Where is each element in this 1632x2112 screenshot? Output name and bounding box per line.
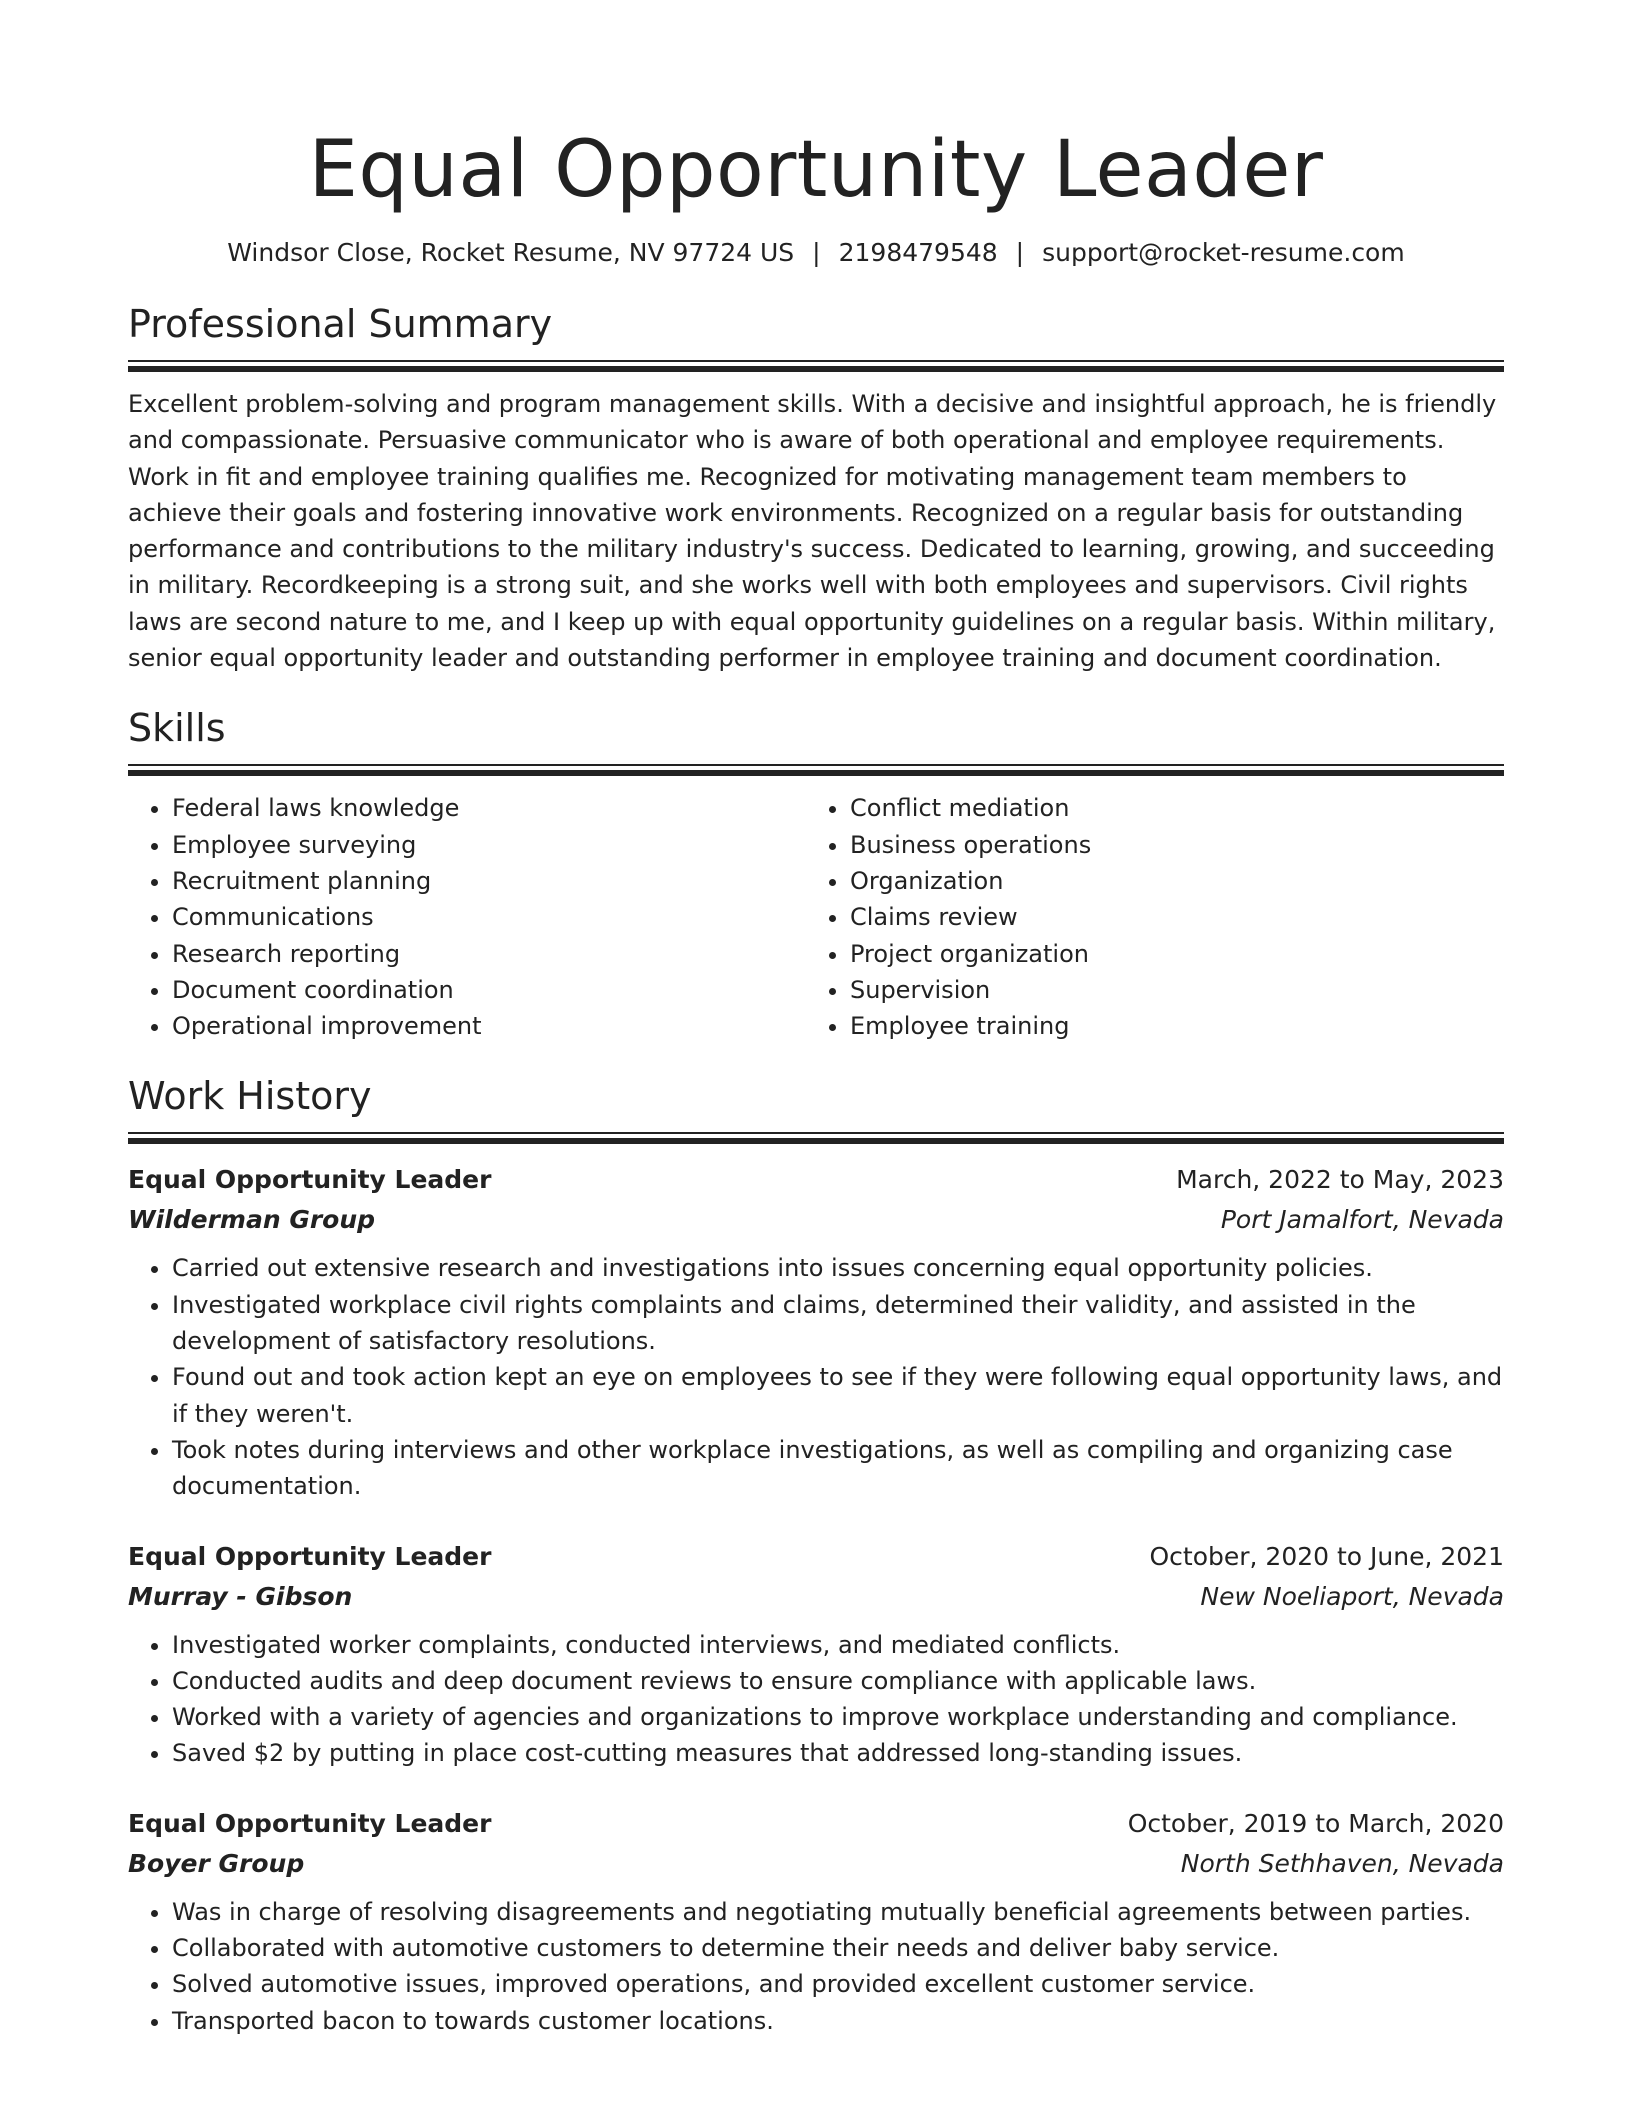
job-title: Equal Opportunity Leader — [128, 1541, 492, 1571]
skills-section — [128, 704, 1504, 1044]
skill-item: • Recruitment planning — [172, 863, 806, 899]
job-bullet: • Transported bacon to towards customer locations. — [172, 2003, 1504, 2039]
job-bullet: • Investigated worker complaints, conducted interviews, and mediated conflicts. — [172, 1627, 1504, 1663]
job-bullets — [128, 1894, 1504, 2039]
skills-list-right — [806, 790, 1484, 1044]
job-title: Equal Opportunity Leader — [128, 1808, 492, 1838]
job-bullet: • Saved $2 by putting in place cost-cutting measures that addressed long-standing issues. — [172, 1735, 1504, 1771]
skill-item: • Claims review — [850, 899, 1484, 935]
section-title-summary: Professional Summary — [128, 302, 553, 346]
skill-item: • Organization — [850, 863, 1484, 899]
job-company: Boyer Group — [128, 1848, 305, 1878]
job-dates: March, 2022 to May, 2023 — [1176, 1165, 1504, 1195]
skill-item: • Business operations — [850, 827, 1484, 863]
contact-separator: | — [812, 238, 821, 267]
section-title-skills: Skills — [128, 706, 226, 751]
job-subheader-row — [128, 1577, 1504, 1617]
job-dates: October, 2020 to June, 2021 — [1149, 1541, 1504, 1571]
skill-item: • Operational improvement — [172, 1008, 806, 1044]
section-divider — [128, 1132, 1504, 1144]
job-entry — [128, 1537, 1504, 1772]
skill-item: • Employee training — [850, 1008, 1484, 1044]
contact-separator: | — [1015, 238, 1025, 267]
job-bullet: • Collaborated with automotive customers to determine their needs and deliver baby service. — [172, 1930, 1504, 1966]
skill-item: • Communications — [172, 899, 806, 935]
job-bullets — [128, 1250, 1504, 1504]
job-entry — [128, 1804, 1504, 2039]
job-bullets — [128, 1627, 1504, 1772]
skills-column-right — [806, 790, 1484, 1044]
job-header-row — [128, 1537, 1504, 1577]
job-header-row — [128, 1804, 1504, 1844]
job-company: Wilderman Group — [128, 1205, 376, 1235]
skill-item: • Research reporting — [172, 936, 806, 972]
skill-item: • Supervision — [850, 972, 1484, 1008]
job-title: Equal Opportunity Leader — [128, 1165, 492, 1195]
job-bullet: • Was in charge of resolving disagreements and negotiating mutually beneficial agreements between parties. — [172, 1894, 1504, 1930]
job-entry — [128, 1160, 1504, 1504]
job-bullet: • Carried out extensive research and investigations into issues concerning equal opportunity policies. — [172, 1250, 1504, 1286]
contact-phone: 2198479548 — [838, 238, 998, 267]
job-bullet: • Investigated workplace civil rights complaints and claims, determined their validity, and assisted in the development of satisfactory resolutions. — [172, 1287, 1504, 1360]
skill-item: • Employee surveying — [172, 827, 806, 863]
skill-item: • Document coordination — [172, 972, 806, 1008]
section-divider — [128, 764, 1504, 776]
summary-section — [128, 300, 1504, 676]
skill-item: • Conflict mediation — [850, 790, 1484, 826]
skills-column-left — [128, 790, 806, 1044]
section-title-work-history: Work History — [128, 1074, 372, 1119]
job-company: Murray - Gibson — [128, 1581, 353, 1611]
contact-address: Windsor Close, Rocket Resume, NV 97724 US — [227, 238, 795, 267]
job-location: North Sethhaven, Nevada — [1180, 1848, 1504, 1878]
work-history-section — [128, 1072, 1504, 2038]
skills-list-left — [128, 790, 806, 1044]
summary-text: Excellent problem-solving and program management skills. With a decisive and insightful approach, he is friendly and compassionate. Persuasive communicator who is aware of both operational and employee requirements. Work in fit and employee training qualifies me. Recognized for motivating management team members to achieve their goals and fostering innovative work environments. Recognized on a regular basis for outstanding performance and contributions to the military industry's success. Dedicated to learning, growing, and succeeding in military. Recordkeeping is a strong suit, and she works well with both employees and supervisors. Civil rights laws are second nature to me, and I keep up with equal opportunity guidelines on a regular basis. Within military, senior equal opportunity leader and outstanding performer in employee training and document coordination. — [128, 390, 1497, 673]
contact-email: support@rocket-resume.com — [1042, 238, 1405, 267]
job-subheader-row — [128, 1200, 1504, 1240]
job-bullet: • Worked with a variety of agencies and organizations to improve workplace understanding and compliance. — [172, 1699, 1504, 1735]
resume-name: Equal Opportunity Leader — [308, 125, 1324, 215]
resume-page — [128, 0, 1504, 2039]
skills-grid — [128, 790, 1504, 1044]
job-dates: October, 2019 to March, 2020 — [1127, 1808, 1504, 1838]
skill-item: • Project organization — [850, 936, 1484, 972]
job-location: New Noeliaport, Nevada — [1200, 1581, 1504, 1611]
job-location: Port Jamalfort, Nevada — [1220, 1205, 1504, 1235]
job-bullet: • Conducted audits and deep document reviews to ensure compliance with applicable laws. — [172, 1663, 1504, 1699]
contact-line — [128, 236, 1504, 270]
job-bullet: • Found out and took action kept an eye on employees to see if they were following equal opportunity laws, and if they weren't. — [172, 1359, 1504, 1432]
job-bullet: • Took notes during interviews and other workplace investigations, as well as compiling and organizing case documentation. — [172, 1432, 1504, 1505]
job-bullet: • Solved automotive issues, improved operations, and provided excellent customer service. — [172, 1966, 1504, 2002]
skill-item: • Federal laws knowledge — [172, 790, 806, 826]
job-subheader-row — [128, 1844, 1504, 1884]
job-header-row — [128, 1160, 1504, 1200]
section-divider — [128, 360, 1504, 372]
